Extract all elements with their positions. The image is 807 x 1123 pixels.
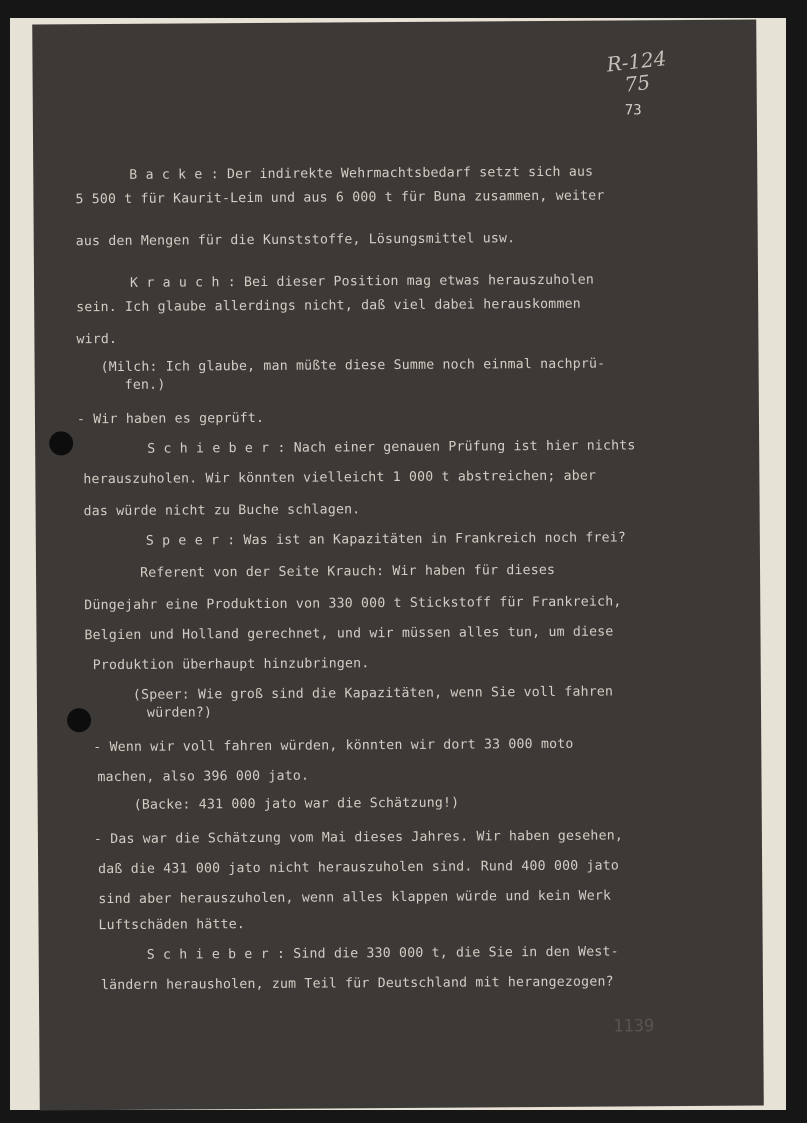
text-line: - Wenn wir voll fahren würden, könnten wir dort 33 000 moto bbox=[93, 736, 574, 756]
text-line: sind aber herauszuholen, wenn alles klappen würde und kein Werk bbox=[98, 888, 612, 908]
punch-hole bbox=[67, 708, 91, 732]
text-line: B a c k e : Der indirekte Wehrmachtsbedarf setzt sich aus bbox=[129, 164, 594, 183]
text-line: K r a u c h : Bei dieser Position mag etwas herauszuholen bbox=[129, 272, 595, 291]
text-line: Referent von der Seite Krauch: Wir haben für dieses bbox=[139, 562, 556, 581]
text-line: würden?) bbox=[146, 705, 213, 721]
archive-mark-line1: R-124 bbox=[605, 46, 668, 77]
text-line: - Das war die Schätzung vom Mai dieses Jahres. Wir haben gesehen, bbox=[93, 828, 624, 848]
footer-stamp: 1139 bbox=[613, 1016, 655, 1037]
text-line: machen, also 396 000 jato. bbox=[97, 768, 310, 786]
punch-hole bbox=[49, 431, 73, 455]
document-page bbox=[32, 19, 764, 1110]
text-line: herauszuholen. Wir könnten vielleicht 1 000 t abstreichen; aber bbox=[83, 468, 597, 488]
text-line: Luftschäden hätte. bbox=[98, 917, 246, 934]
text-line: daß die 431 000 jato nicht herauszuholen sind. Rund 400 000 jato bbox=[98, 858, 620, 878]
text-line: sein. Ich glaube allerdings nicht, daß viel dabei herauskommen bbox=[76, 296, 581, 316]
text-line: S c h i e b e r : Sind die 330 000 t, die Sie in den West- bbox=[146, 944, 619, 963]
text-line: 5 500 t für Kaurit-Leim und aus 6 000 t für Buna zusammen, weiter bbox=[75, 188, 605, 208]
archive-mark-line2: 75 bbox=[623, 69, 652, 97]
text-line: S p e e r : Was ist an Kapazitäten in Frankreich noch frei? bbox=[145, 530, 627, 549]
text-line: fen.) bbox=[124, 377, 166, 393]
text-line: ländern herausholen, zum Teil für Deutschland mit herangezogen? bbox=[100, 974, 614, 994]
text-line: - Wir haben es geprüft. bbox=[76, 410, 265, 428]
text-line: wird. bbox=[76, 331, 118, 348]
text-line: S c h i e b e r : Nach einer genauen Prüfung ist hier nichts bbox=[147, 438, 636, 457]
text-line: aus den Mengen für die Kunststoffe, Lösungsmittel usw. bbox=[75, 231, 516, 250]
text-line: das würde nicht zu Buche schlagen. bbox=[83, 502, 361, 520]
page-number: 73 bbox=[624, 102, 642, 119]
text-line: (Backe: 431 000 jato war die Schätzung!) bbox=[133, 795, 460, 813]
text-line: Belgien und Holland gerechnet, und wir müssen alles tun, um diese bbox=[84, 624, 614, 644]
text-line: Düngejahr eine Produktion von 330 000 t Stickstoff für Frankreich, bbox=[84, 594, 622, 614]
text-line: Produktion überhaupt hinzubringen. bbox=[92, 656, 370, 674]
text-line: (Milch: Ich glaube, man müßte diese Summe noch einmal nachprü- bbox=[100, 356, 606, 376]
text-line: (Speer: Wie groß sind die Kapazitäten, wenn Sie voll fahren bbox=[132, 684, 614, 703]
